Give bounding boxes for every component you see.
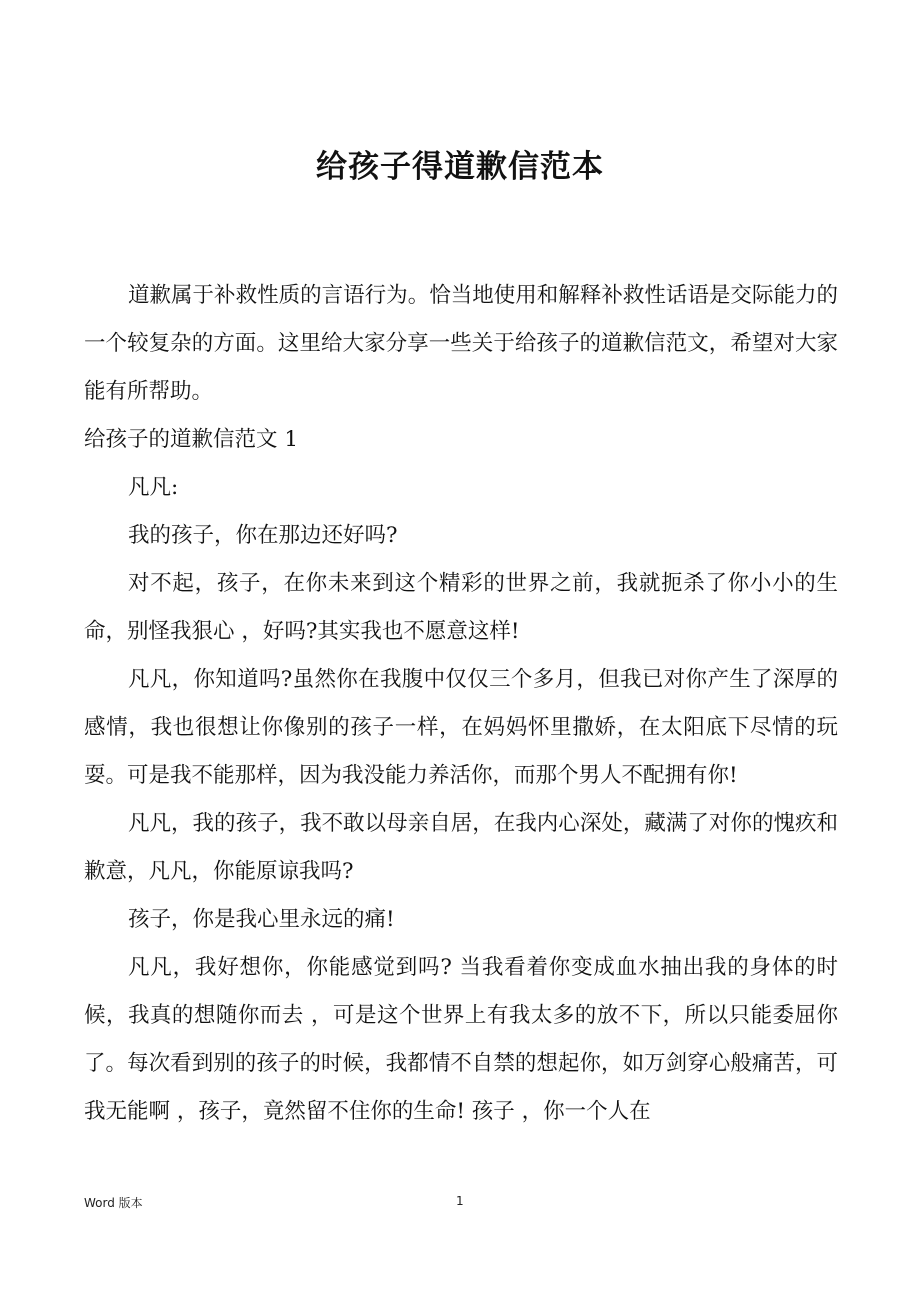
paragraph: 凡凡，我的孩子，我不敢以母亲自居，在我内心深处，藏满了对你的愧疚和歉意，凡凡，你能原谅我吗? [84,811,838,884]
paragraph: 凡凡，你知道吗?虽然你在我腹中仅仅三个多月，但我已对你产生了深厚的感情，我也很想让你像别的孩子一样，在妈妈怀里撒娇，在太阳底下尽情的玩耍。可是我不能那样，因为我没能力养活你，而那个男人不配拥有你! [84,667,838,788]
paragraph: 孩子，你是我心里永远的痛! [128,907,395,932]
section-heading: 给孩子的道歉信范文 1 [84,427,299,452]
footer-page-number: 1 [456,1194,464,1208]
letter-salutation: 凡凡: [128,475,179,500]
paragraph-intro: 道歉属于补救性质的言语行为。恰当地使用和解释补救性话语是交际能力的一个较复杂的方面。这里给大家分享一些关于给孩子的道歉信范文，希望对大家能有所帮助。 [84,283,838,404]
document-body [84,272,838,1136]
footer-version-label: Word 版本 [84,1196,143,1210]
paragraph: 我的孩子，你在那边还好吗? [128,523,398,548]
paragraph: 对不起，孩子，在你未来到这个精彩的世界之前，我就扼杀了你小小的生命，别怪我狠心 ，好吗?其实我也不愿意这样! [84,571,838,644]
paragraph: 凡凡，我好想你，你能感觉到吗? 当我看着你变成血水抽出我的身体的时候，我真的想随你而去 ，可是这个世界上有我太多的放不下，所以只能委屈你了。每次看到别的孩子的时候，我都情不自禁的想起你，如万剑穿心般痛苦，可我无能啊 ，孩子，竟然留不住你的生命! 孩子 ，你一个人在 [84,955,838,1124]
document-title: 给孩子得道歉信范本 [316,149,604,185]
